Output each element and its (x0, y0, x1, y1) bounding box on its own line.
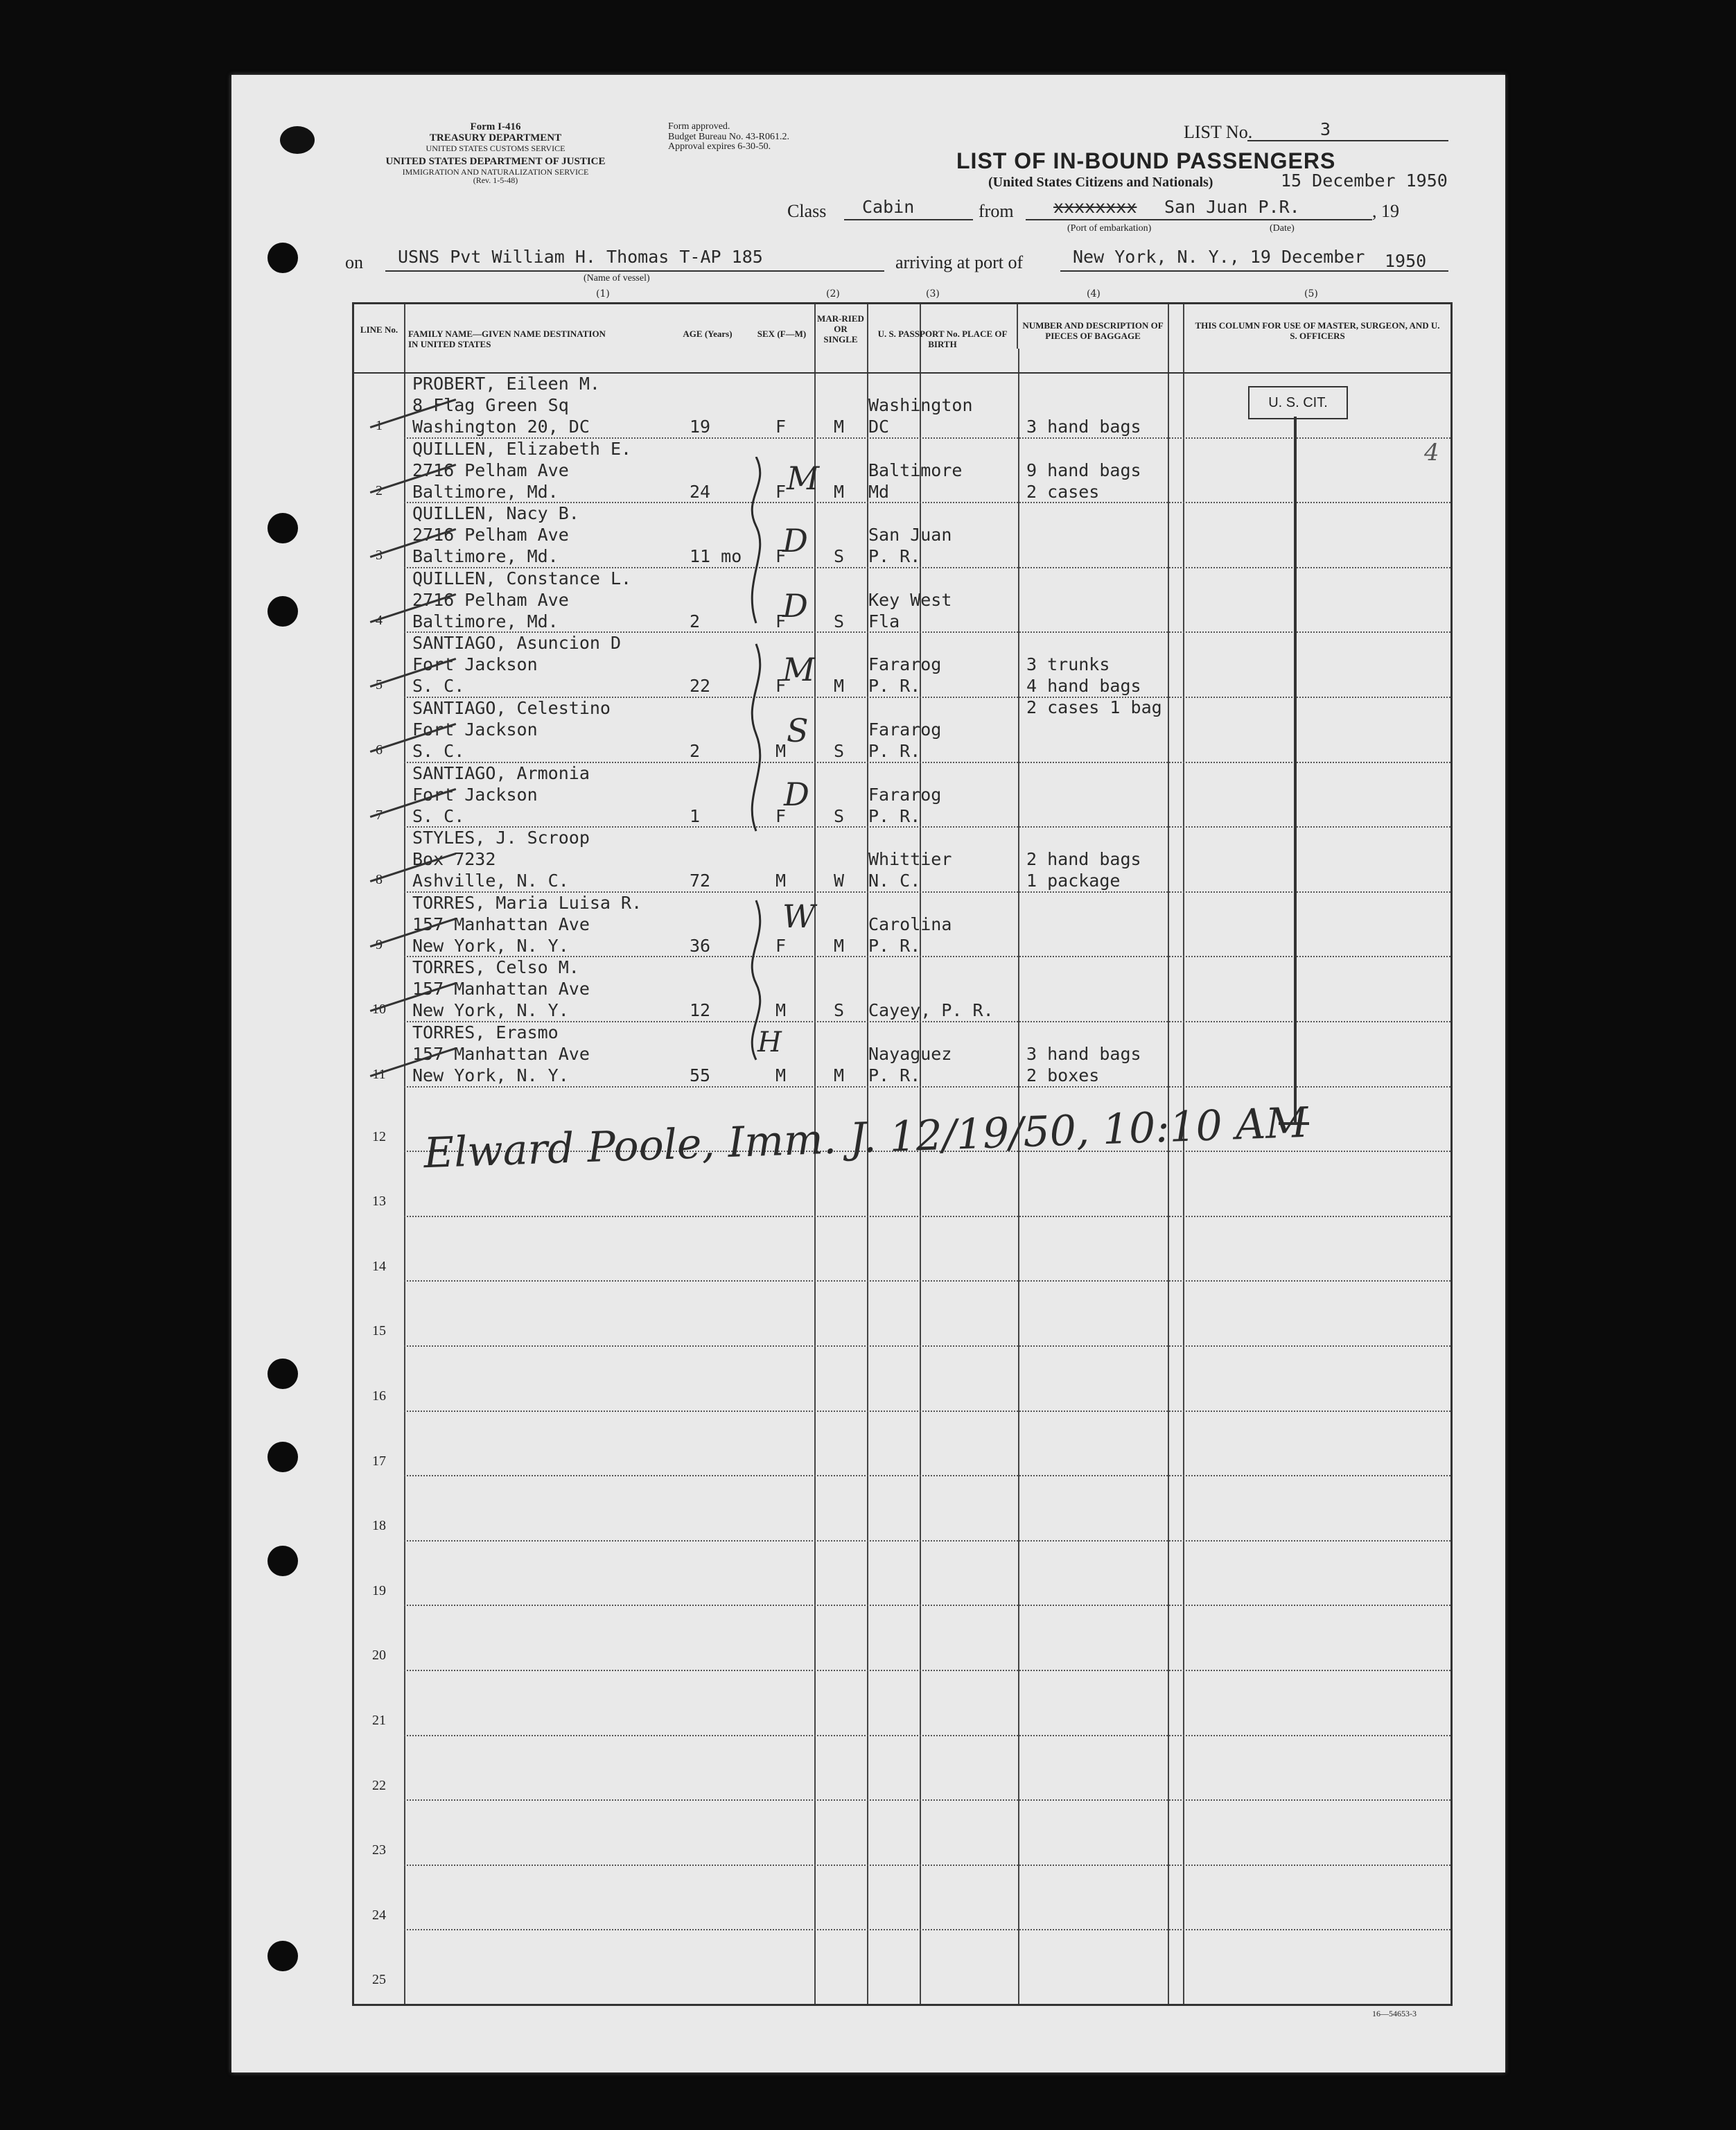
citizen-bracket-line (1294, 417, 1297, 1124)
passenger-birthplace-2: P. R. (868, 935, 921, 956)
line-number: 22 (372, 1777, 386, 1793)
passenger-birthplace-2: P. R. (868, 1065, 921, 1085)
vessel-caption: (Name of vessel) (584, 273, 650, 283)
passenger-birthplace: Baltimore (868, 460, 963, 480)
approval-block (668, 122, 789, 152)
line-number: 13 (372, 1194, 386, 1210)
passenger-age: 24 (690, 481, 711, 502)
passenger-sex: M (775, 741, 787, 761)
row-rule (404, 1929, 1450, 1930)
arrival-year: 1950 (1385, 251, 1427, 271)
from-underline (1026, 219, 1372, 220)
passenger-sex: M (775, 871, 787, 891)
passenger-sex: M (775, 1065, 787, 1085)
passenger-sex: M (775, 1000, 787, 1021)
hand-mark: H (757, 1027, 782, 1058)
col-divider (1183, 304, 1184, 2004)
col-number: (1) (596, 288, 610, 299)
passenger-address: Box 7232 (412, 849, 496, 870)
passenger-marital: S (834, 1000, 845, 1021)
line-number: 2 (376, 482, 383, 498)
passenger-marital: M (834, 676, 845, 697)
passenger-address: 2716 Pelham Ave (412, 589, 569, 610)
list-no-label: LIST No. (1184, 122, 1253, 142)
baggage-line: 2 cases 1 bag (1026, 697, 1162, 718)
approval-expires: Approval expires 6-30-50. (668, 141, 771, 152)
passenger-destination: Washington 20, DC (412, 417, 590, 437)
passenger-marital: S (834, 741, 845, 761)
col-header-sex: SEX (F—M) (757, 329, 807, 339)
passenger-birthplace: Fararog (868, 784, 942, 805)
passenger-destination: Ashville, N. C. (412, 871, 569, 891)
date-caption: (Date) (1270, 223, 1295, 234)
passenger-address: 2716 Pelham Ave (412, 460, 569, 480)
passenger-marital: S (834, 611, 845, 631)
arriving-label: arriving at port of (895, 252, 1024, 272)
line-number: 12 (372, 1128, 386, 1144)
hand-mark: W (782, 898, 816, 935)
passenger-age: 36 (690, 935, 711, 956)
passenger-marital: M (834, 1065, 845, 1085)
passenger-marital: M (834, 417, 845, 437)
row-rule (404, 1475, 1450, 1476)
from-label: from (979, 201, 1014, 221)
col-header-married: MAR-RIED OR SINGLE (817, 313, 864, 344)
row-rule (404, 1540, 1450, 1542)
budget-bureau: Budget Bureau No. 43-R061.2. (668, 131, 789, 142)
hand-mark: D (782, 587, 808, 625)
passenger-birthplace-2: P. R. (868, 741, 921, 761)
ins-label: IMMIGRATION AND NATURALIZATION SERVICE (402, 166, 589, 177)
passenger-birthplace-2: Md (868, 481, 890, 502)
passenger-address: 2716 Pelham Ave (412, 525, 569, 545)
line-number: 4 (376, 612, 383, 628)
line-number: 20 (372, 1648, 386, 1664)
passenger-table (352, 302, 1453, 2006)
port-embark-caption: (Port of embarkation) (1067, 223, 1152, 234)
passenger-name: QUILLEN, Elizabeth E. (412, 438, 632, 459)
baggage-line: 2 cases (1026, 481, 1100, 502)
baggage-line: 3 hand bags (1026, 1044, 1141, 1064)
line-number: 10 (372, 1002, 386, 1018)
list-date: 15 December 1950 (1281, 171, 1448, 191)
justice-label: UNITED STATES DEPARTMENT OF JUSTICE (385, 156, 606, 168)
passenger-address: Fort Jackson (412, 719, 538, 740)
col-divider (404, 304, 405, 2004)
passenger-address: 157 Manhattan Ave (412, 1044, 590, 1064)
passenger-marital: S (834, 546, 845, 567)
row-rule (404, 1280, 1450, 1282)
col-header-name: FAMILY NAME—GIVEN NAME DESTINATION IN UNITED STATES (408, 329, 606, 349)
passenger-birthplace: Key West (868, 589, 952, 610)
passenger-name: TORRES, Maria Luisa R. (412, 892, 642, 913)
form-subtitle: (United States Citizens and Nationals) (988, 175, 1213, 190)
row-rule (404, 1670, 1450, 1671)
passenger-name: SANTIAGO, Armonia (412, 762, 590, 783)
passenger-sex: F (775, 481, 787, 502)
passenger-birthplace-2: N. C. (868, 871, 921, 891)
passenger-birthplace-2: Fla (868, 611, 900, 631)
passenger-name: SANTIAGO, Celestino (412, 698, 611, 718)
passenger-address: 157 Manhattan Ave (412, 979, 590, 999)
on-label: on (345, 252, 363, 272)
passenger-name: PROBERT, Eileen M. (412, 374, 600, 394)
line-number: 8 (376, 872, 383, 888)
baggage-line: 3 hand bags (1026, 417, 1141, 437)
passenger-age: 2 (690, 611, 701, 631)
inspector-signature: Elward Poole, Imm. J. 12/19/50, 10:10 AM (423, 1098, 1309, 1178)
line-number: 11 (372, 1067, 386, 1082)
passenger-sex: F (775, 546, 787, 567)
passenger-age: 72 (690, 871, 711, 891)
passenger-marital: M (834, 935, 845, 956)
agency-block (326, 122, 665, 185)
passenger-age: 22 (690, 676, 711, 697)
passenger-birthplace-2: DC (868, 417, 890, 437)
form-title: LIST OF IN-BOUND PASSENGERS (956, 148, 1336, 173)
row-rule (404, 1411, 1450, 1412)
line-number: 25 (372, 1972, 386, 1988)
row-rule (404, 1735, 1450, 1736)
passenger-destination: S. C. (412, 805, 465, 826)
class-underline (844, 219, 973, 220)
passenger-address: Fort Jackson (412, 654, 538, 675)
line-number: 3 (376, 548, 383, 564)
passenger-birthplace: Whittier (868, 849, 952, 870)
col-header-age: AGE (Years) (683, 329, 733, 339)
form-number: Form I-416 (470, 121, 521, 132)
col-number: (4) (1087, 288, 1101, 299)
passenger-destination: S. C. (412, 676, 465, 697)
list-no-underline (1247, 140, 1448, 141)
passenger-age: 2 (690, 741, 701, 761)
row-rule (404, 1865, 1450, 1866)
hand-mark: M (782, 651, 816, 688)
passenger-age: 19 (690, 417, 711, 437)
row-rule (404, 1605, 1450, 1606)
passenger-destination: Baltimore, Md. (412, 611, 559, 631)
row-rule (404, 1216, 1450, 1217)
ink-blot (280, 126, 315, 154)
binder-hole (268, 1941, 298, 1971)
passenger-destination: S. C. (412, 741, 465, 761)
us-cit-stamp: U. S. CIT. (1248, 386, 1348, 419)
col-header-baggage: NUMBER AND DESCRIPTION OF PIECES OF BAGGAGE (1022, 320, 1164, 341)
passenger-birthplace-2: Cayey, P. R. (868, 1000, 994, 1021)
row-rule (404, 1799, 1450, 1801)
passenger-birthplace-2: P. R. (868, 676, 921, 697)
line-number: 23 (372, 1842, 386, 1858)
passenger-marital: M (834, 481, 845, 502)
passenger-address: 8 Flag Green Sq (412, 395, 569, 415)
passenger-address: 157 Manhattan Ave (412, 914, 590, 934)
passenger-age: 1 (690, 805, 701, 826)
col-divider (1017, 304, 1018, 349)
passenger-name: TORRES, Erasmo (412, 1022, 559, 1042)
binder-hole (268, 1546, 298, 1576)
col-header-officers: THIS COLUMN FOR USE OF MASTER, SURGEON, AND U. S. OFFICERS (1195, 320, 1440, 341)
baggage-line: 3 trunks (1026, 654, 1110, 675)
passenger-destination: New York, N. Y. (412, 1065, 569, 1085)
baggage-line: 2 boxes (1026, 1065, 1100, 1085)
line-number: 15 (372, 1323, 386, 1339)
passenger-destination: Baltimore, Md. (412, 546, 559, 567)
binder-hole (268, 596, 298, 627)
passenger-age: 55 (690, 1065, 711, 1085)
hand-mark: D (784, 776, 809, 813)
col-number: (2) (826, 288, 840, 299)
col-header-line-no: LINE No. (360, 324, 398, 335)
treasury-label: TREASURY DEPARTMENT (429, 132, 562, 143)
class-label: Class (787, 201, 827, 221)
vessel-name: USNS Pvt William H. Thomas T-AP 185 (398, 247, 763, 267)
line-number: 5 (376, 677, 383, 693)
revision-label: (Rev. 1-5-48) (473, 175, 518, 186)
line-number: 1 (376, 418, 383, 433)
passenger-destination: New York, N. Y. (412, 935, 569, 956)
col-number: (5) (1304, 288, 1318, 299)
passenger-destination: Baltimore, Md. (412, 481, 559, 502)
passenger-sex: F (775, 611, 787, 631)
baggage-line: 1 package (1026, 871, 1121, 891)
col-number: (3) (926, 288, 940, 299)
hand-mark: D (782, 522, 808, 559)
col-header-passport: U. S. PASSPORT No. PLACE OF BIRTH (877, 329, 1008, 349)
binder-hole (268, 1359, 298, 1389)
from-year: , 19 (1372, 201, 1399, 221)
binder-hole (268, 243, 298, 273)
baggage-line: 4 hand bags (1026, 676, 1141, 697)
baggage-line: 9 hand bags (1026, 460, 1141, 480)
line-number: 9 (376, 936, 383, 952)
passenger-sex: F (775, 676, 787, 697)
list-no-value: 3 (1320, 119, 1331, 139)
passenger-name: SANTIAGO, Asuncion D (412, 633, 622, 654)
margin-mark: 4 (1424, 439, 1439, 466)
passenger-birthplace: Fararog (868, 719, 942, 740)
passenger-name: QUILLEN, Constance L. (412, 568, 632, 588)
passenger-birthplace: Fararog (868, 654, 942, 675)
line-number: 19 (372, 1582, 386, 1598)
passenger-age: 11 mo (690, 546, 742, 567)
from-value: San Juan P.R. (1164, 197, 1300, 217)
class-value: Cabin (862, 197, 915, 217)
passenger-birthplace-2: P. R. (868, 546, 921, 567)
passenger-name: TORRES, Celso M. (412, 957, 579, 978)
vessel-underline (385, 270, 884, 272)
hand-mark: M (787, 460, 820, 497)
passenger-marital: W (834, 871, 845, 891)
from-struck: xxxxxxxx (1053, 197, 1137, 217)
passenger-birthplace: San Juan (868, 525, 952, 545)
passenger-birthplace: Washington (868, 395, 973, 415)
customs-label: UNITED STATES CUSTOMS SERVICE (426, 143, 565, 153)
passenger-birthplace-2: P. R. (868, 805, 921, 826)
passenger-destination: New York, N. Y. (412, 1000, 569, 1021)
passenger-name: QUILLEN, Nacy B. (412, 503, 579, 524)
line-number: 24 (372, 1907, 386, 1923)
passenger-birthplace: Nayaguez (868, 1044, 952, 1064)
passenger-marital: S (834, 805, 845, 826)
row-rule (404, 1345, 1450, 1347)
passenger-sex: F (775, 935, 787, 956)
hand-mark: S (787, 712, 809, 749)
family-braces (728, 457, 787, 1136)
binder-hole (268, 1442, 298, 1472)
passenger-address: Fort Jackson (412, 784, 538, 805)
passenger-name: STYLES, J. Scroop (412, 828, 590, 848)
form-approved: Form approved. (668, 121, 730, 132)
line-number: 18 (372, 1518, 386, 1534)
line-number: 7 (376, 807, 383, 823)
passenger-age: 12 (690, 1000, 711, 1021)
line-number: 17 (372, 1453, 386, 1469)
baggage-line: 2 hand bags (1026, 849, 1141, 870)
passenger-sex: F (775, 417, 787, 437)
line-number: 21 (372, 1713, 386, 1728)
line-number: 14 (372, 1258, 386, 1274)
arrival-port: New York, N. Y., 19 December (1073, 247, 1365, 267)
line-number: 6 (376, 742, 383, 758)
col-divider (1168, 304, 1169, 2004)
footer-code: 16—54653-3 (1372, 2009, 1417, 2018)
passenger-birthplace: Carolina (868, 914, 952, 934)
col-divider (1018, 349, 1019, 2004)
line-number: 16 (372, 1388, 386, 1404)
passenger-sex: F (775, 805, 787, 826)
binder-hole (268, 513, 298, 543)
